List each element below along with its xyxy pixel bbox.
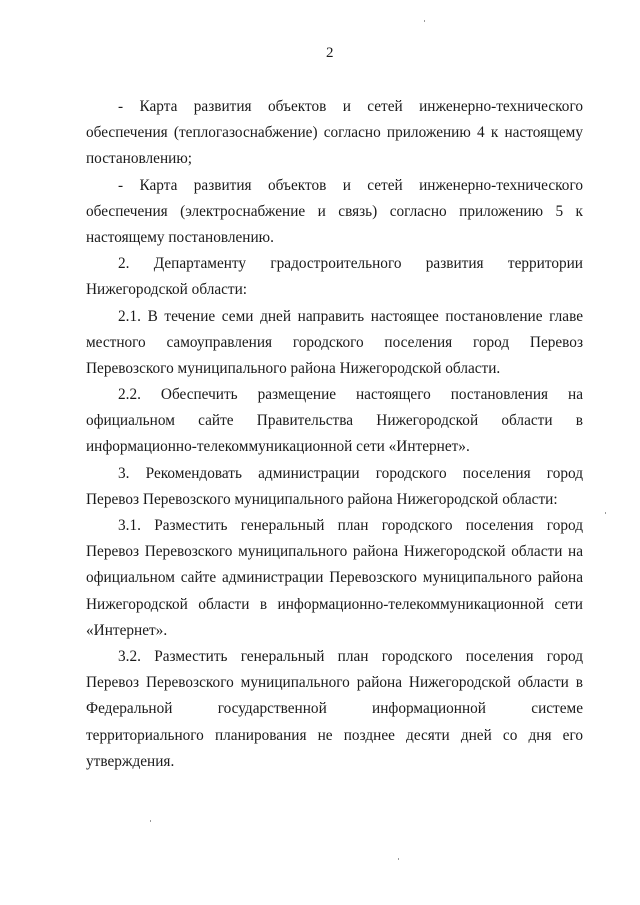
text-line: официальном сайте Правительства Нижегородской области в (86, 412, 583, 430)
text-line: - Карта развития объектов и сетей инженерно-технического (118, 176, 583, 194)
text-line: утверждения. (86, 752, 175, 770)
text-line: 2. Департаменту градостроительного развития территории (118, 255, 583, 273)
text-line: «Интернет». (86, 621, 168, 639)
text-line: Нижегородской области в информационно-телекоммуникационной сети (86, 595, 583, 613)
text-line: настоящему постановлению. (86, 228, 274, 246)
text-line: Федеральной государственной информационной системе (86, 700, 583, 718)
text-line: Нижегородской области: (86, 281, 248, 299)
scan-speck (398, 858, 399, 860)
text-line: Перевозского муниципального района Нижегородской области. (86, 359, 501, 377)
scan-speck (605, 512, 606, 514)
text-line: постановлению; (86, 150, 192, 168)
text-line: обеспечения (электроснабжение и связь) согласно приложению 5 к (86, 202, 583, 220)
text-line: 3. Рекомендовать администрации городского поселения город (118, 464, 583, 482)
page-number: 2 (326, 45, 334, 61)
text-line: Перевоз Перевозского муниципального района Нижегородской области в (86, 674, 583, 692)
text-line: обеспечения (теплогазоснабжение) согласно приложению 4 к настоящему (86, 124, 583, 142)
text-line: 2.2. Обеспечить размещение настоящего постановления на (118, 386, 583, 404)
text-line: 3.2. Разместить генеральный план городского поселения город (118, 647, 583, 665)
scan-speck (150, 820, 151, 822)
text-line: - Карта развития объектов и сетей инженерно-технического (118, 98, 583, 115)
text-line: местного самоуправления городского поселения город Перевоз (86, 333, 583, 351)
text-line: Перевоз Перевозского муниципального района Нижегородской области: (86, 490, 558, 508)
text-line: Перевоз Перевозского муниципального района Нижегородской области на (86, 543, 583, 561)
text-line: официальном сайте администрации Перевозского муниципального района (86, 569, 583, 587)
scan-speck (424, 20, 425, 22)
document-body (86, 94, 583, 775)
text-line: территориального планирования не позднее десяти дней со дня его (86, 726, 583, 744)
text-line: информационно-телекоммуникационной сети «Интернет». (86, 438, 470, 456)
text-line: 3.1. Разместить генеральный план городского поселения город (118, 517, 583, 534)
text-line: 2.1. В течение семи дней направить настоящее постановление главе (118, 307, 583, 325)
